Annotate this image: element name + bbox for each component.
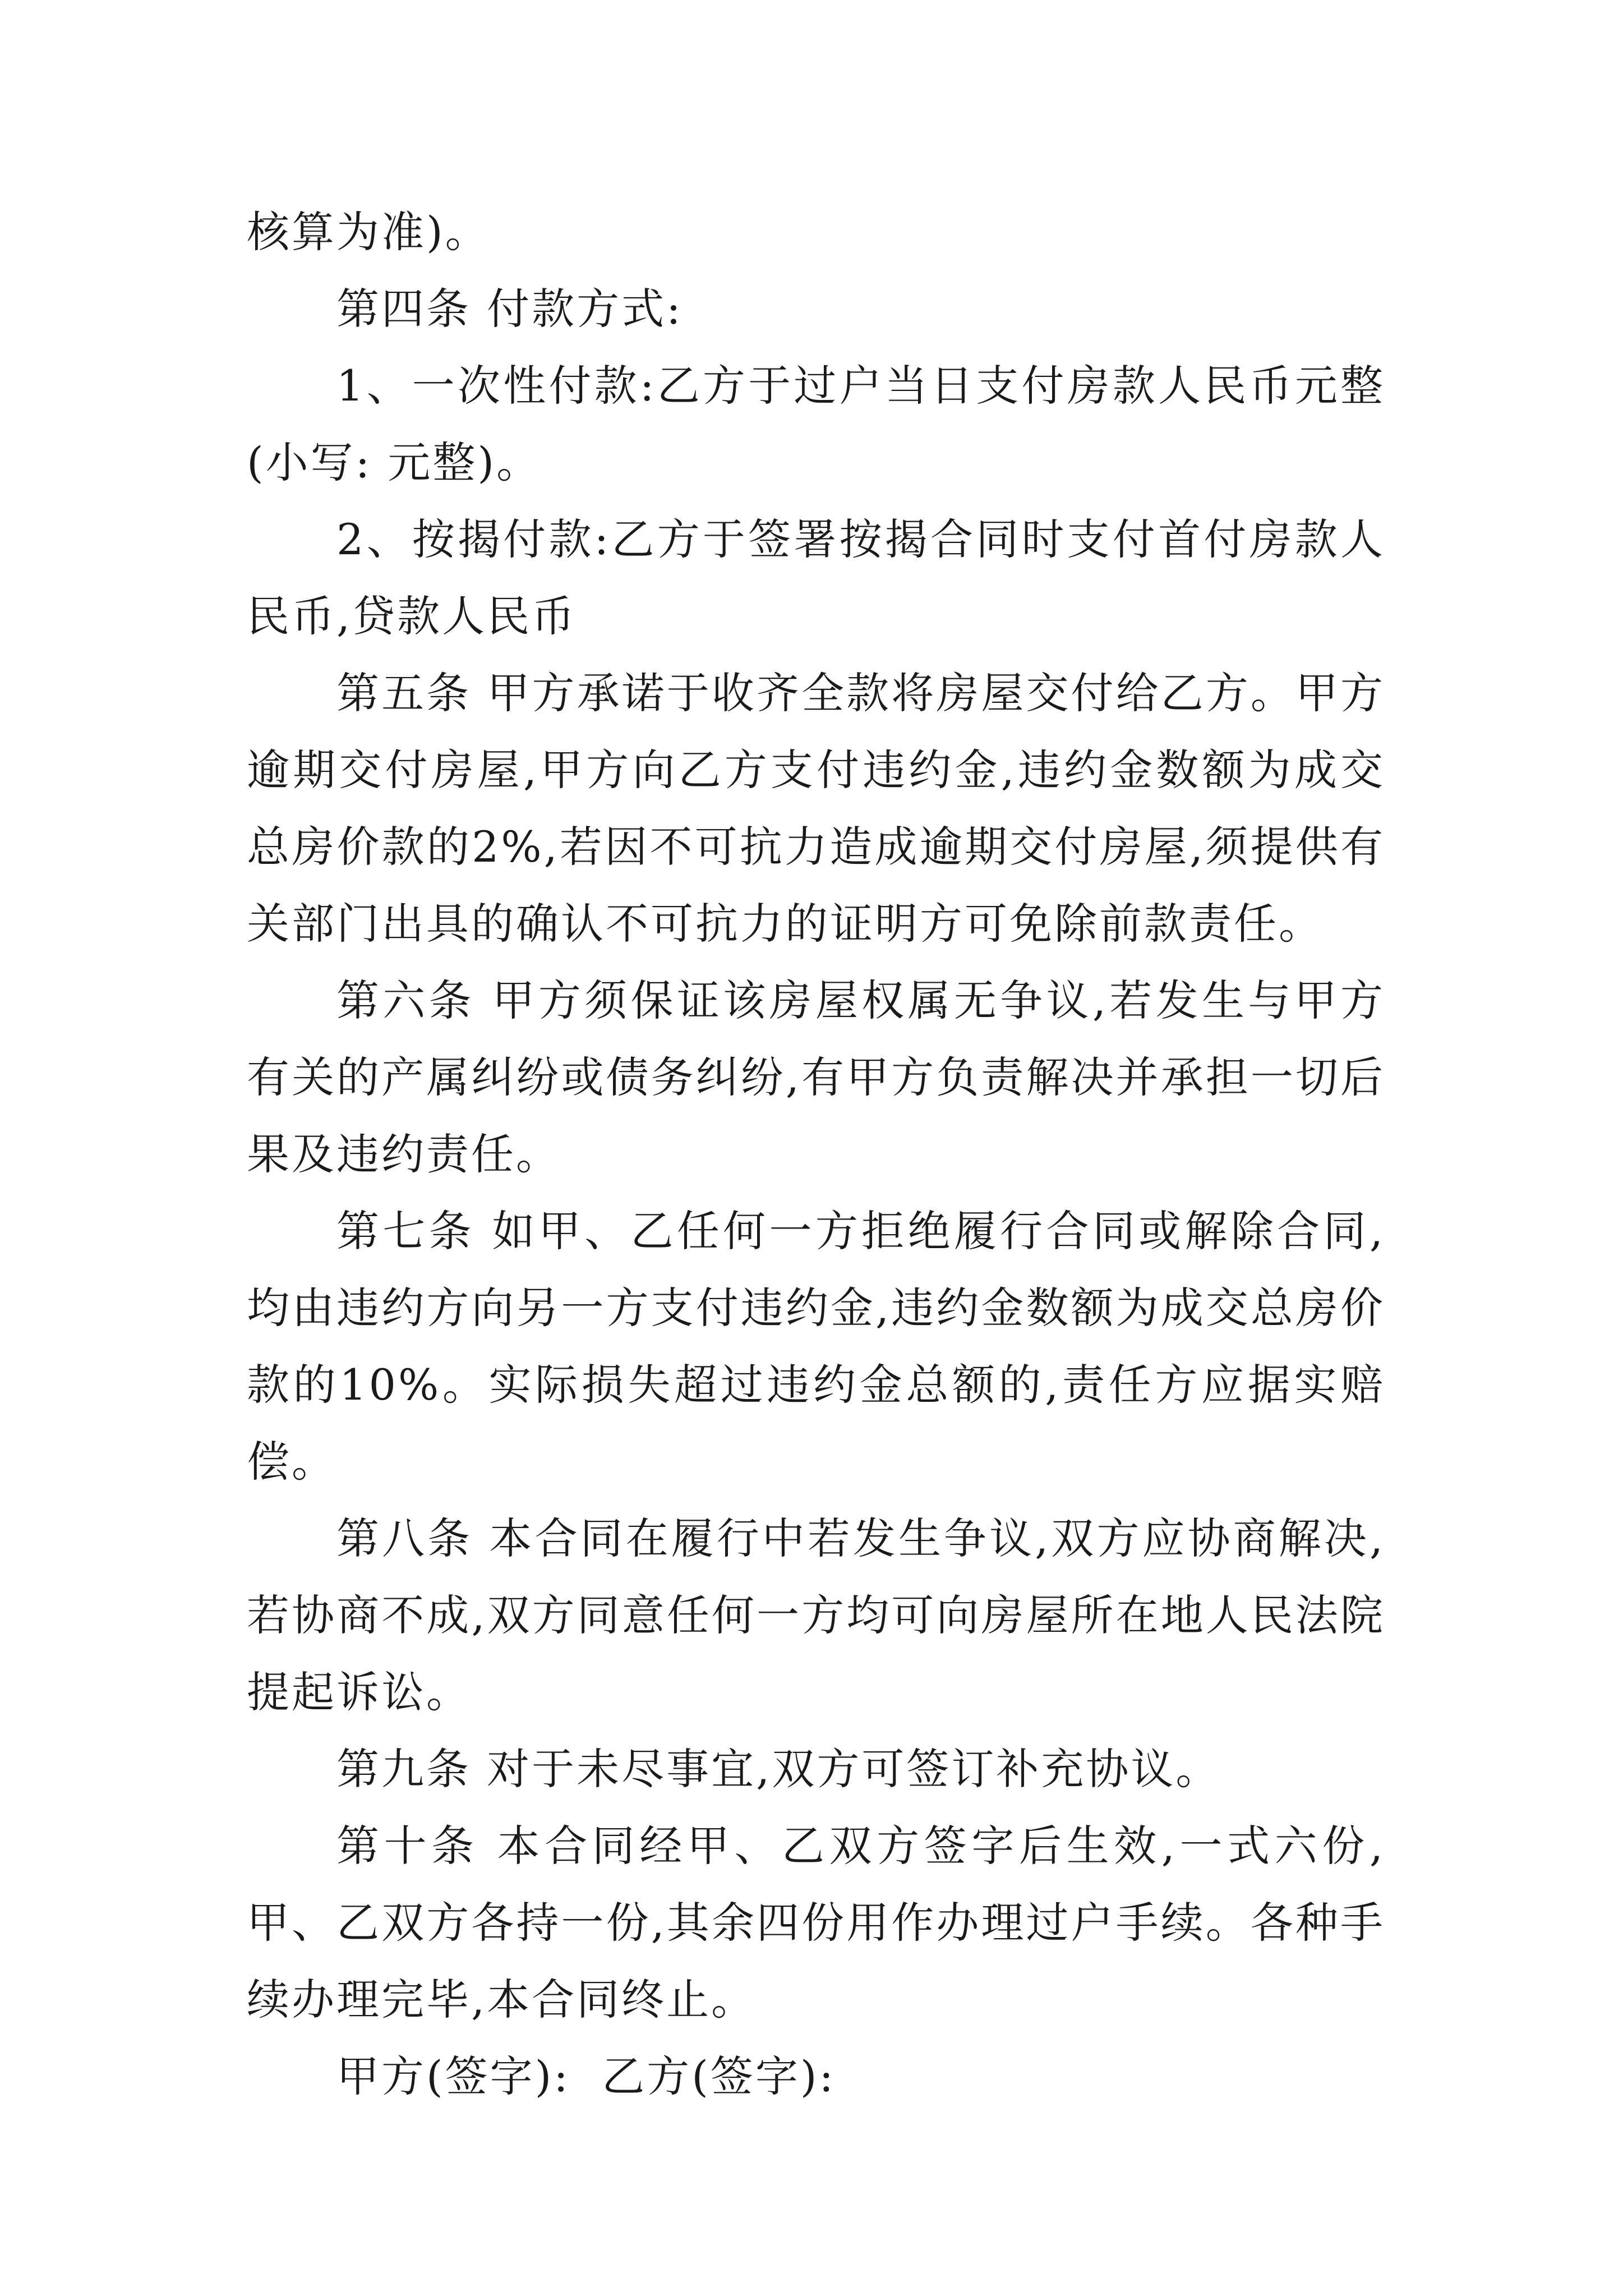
article-9: 第九条 对于未尽事宜,双方可签订补充协议。 bbox=[336, 1744, 1221, 1794]
paragraph-continuation: 核算为准)。 bbox=[247, 207, 490, 257]
article-5: 第五条 甲方承诺于收齐全款将房屋交付给乙方。甲方逾期交付房屋,甲方向乙方支付违约金,违约金数额为成交总房价款的2%,若因不可抗力造成逾期交付房屋,须提供有关部门出具的确认不可抗力的证明方可免除前款责任。 bbox=[247, 668, 1385, 949]
article-10: 第十条 本合同经甲、乙双方签字后生效,一式六份,甲、乙双方各持一份,其余四份用作办理过户手续。各种手续办理完毕,本合同终止。 bbox=[247, 1821, 1385, 2024]
article-6: 第六条 甲方须保证该房屋权属无争议,若发生与甲方有关的产属纠纷或债务纠纷,有甲方负责解决并承担一切后果及违约责任。 bbox=[247, 976, 1385, 1179]
party-a-signature-label: 甲方(签字): bbox=[336, 2051, 570, 2101]
party-b-signature-label: 乙方(签字): bbox=[602, 2051, 836, 2101]
article-4-heading: 第四条 付款方式: bbox=[336, 284, 683, 334]
payment-option-mortgage: 2、按揭付款:乙方于签署按揭合同时支付首付房款人民币,贷款人民币 bbox=[247, 514, 1385, 641]
article-8: 第八条 本合同在履行中若发生争议,双方应协商解决,若协商不成,双方同意任何一方均可向房屋所在地人民法院提起诉讼。 bbox=[247, 1513, 1385, 1717]
payment-option-lump-sum: 1、一次性付款:乙方于过户当日支付房款人民币元整(小写: 元整)。 bbox=[247, 361, 1385, 487]
signature-line bbox=[247, 2038, 1385, 2115]
contract-body bbox=[247, 194, 1385, 2115]
article-7: 第七条 如甲、乙任何一方拒绝履行合同或解除合同,均由违约方向另一方支付违约金,违约金数额为成交总房价款的10%。实际损失超过违约金总额的,责任方应据实赔偿。 bbox=[247, 1206, 1385, 1487]
